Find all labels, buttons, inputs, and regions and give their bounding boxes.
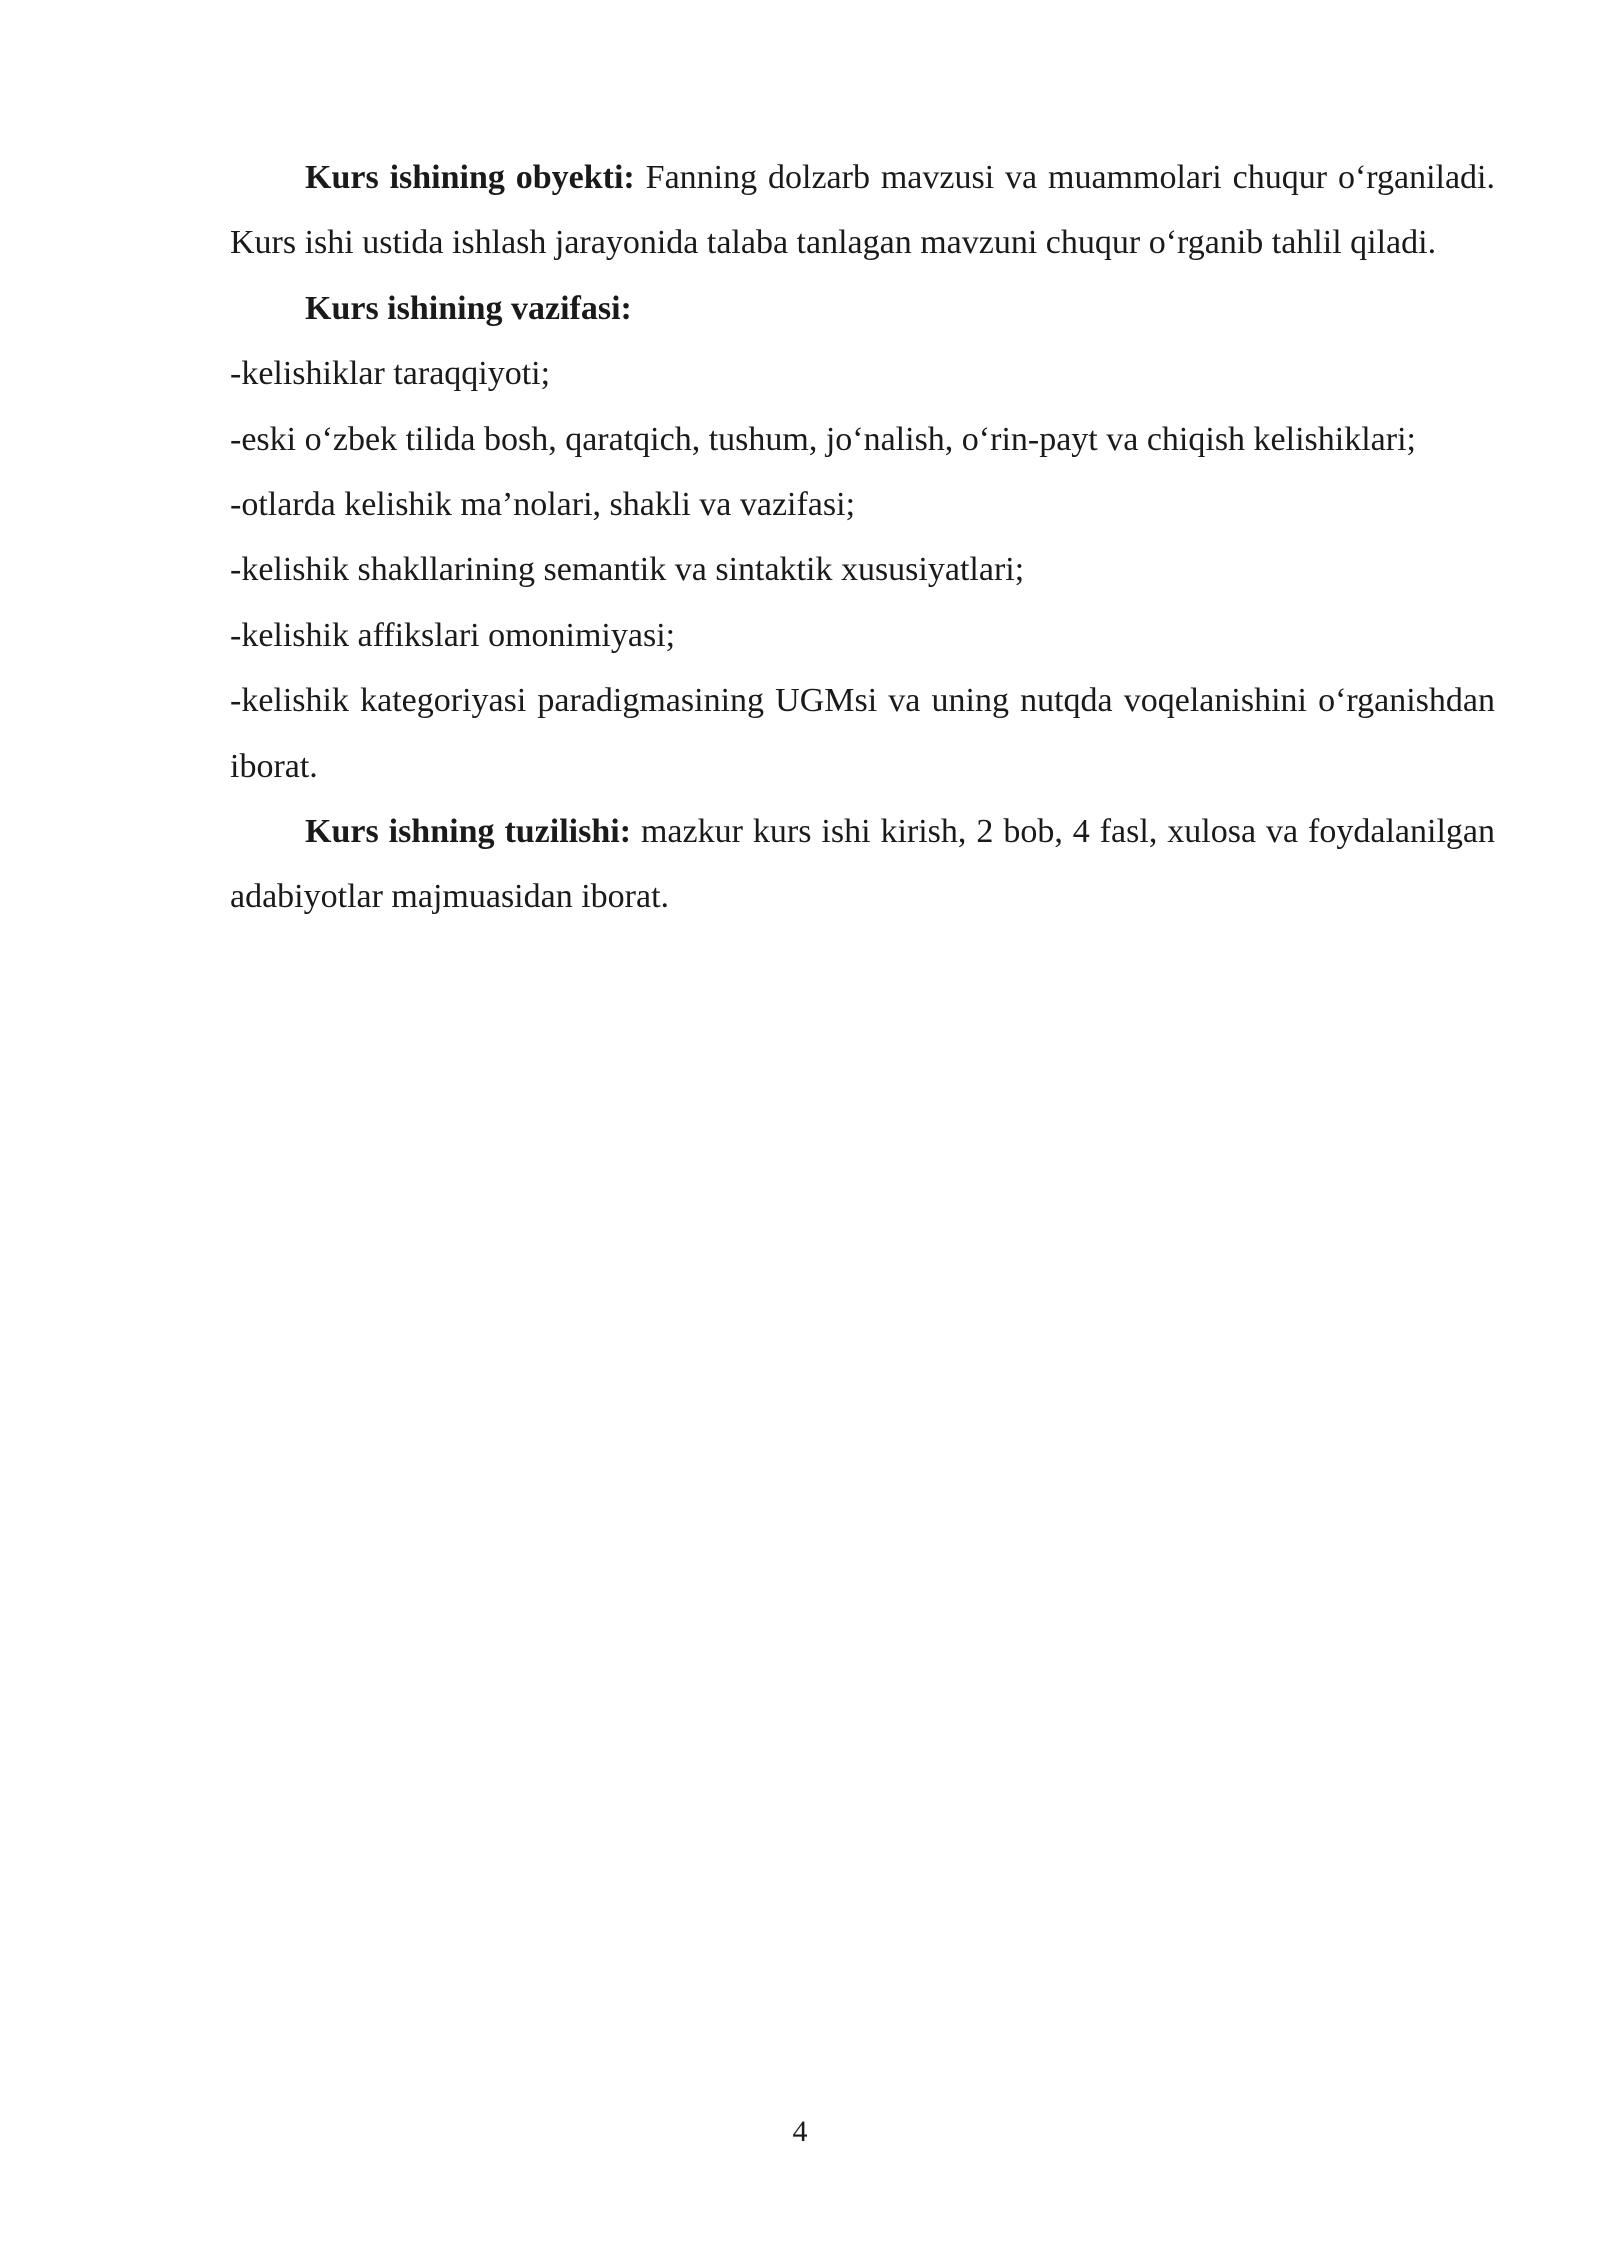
page-number: 4 [792,2115,808,2148]
structure-text: mazkur kurs ishi kirish, 2 bob, 4 fasl, xulosa va foydalanilgan adabiyotlar majmuasidan iborat. [230,813,1495,916]
structure-heading: Kurs ishning tuzilishi: [305,813,632,851]
object-heading: Kurs ishining obyekti: [305,159,635,196]
tasks-heading: Kurs ishining vazifasi: [305,289,632,327]
object-text: Fanning dolzarb mavzusi va muammolari chuqur o‘rganiladi. Kurs ishi ustida ishlash jarayonida talaba tanlagan mavzuni chuqur o‘rganib tahlil qiladi. [230,159,1495,262]
object-paragraph [230,145,1495,276]
structure-paragraph [230,799,1495,930]
task-item: -kelishiklar taraqqiyoti; [230,355,551,393]
task-item: -kelishik kategoriyasi paradigmasining UGMsi va uning nutqda voqelanishini o‘rganishdan iborat. [230,682,1495,785]
task-item: -kelishik shakllarining semantik va sintaktik xususiyatlari; [230,551,1025,589]
task-item: -otlarda kelishik ma’nolari, shakli va vazifasi; [230,486,856,524]
task-item: -eski o‘zbek tilida bosh, qaratqich, tushum, jo‘nalish, o‘rin-payt va chiqish kelishiklari; [230,420,1416,458]
page-body [230,145,1495,930]
task-item: -kelishik affikslari omonimiyasi; [230,616,676,654]
